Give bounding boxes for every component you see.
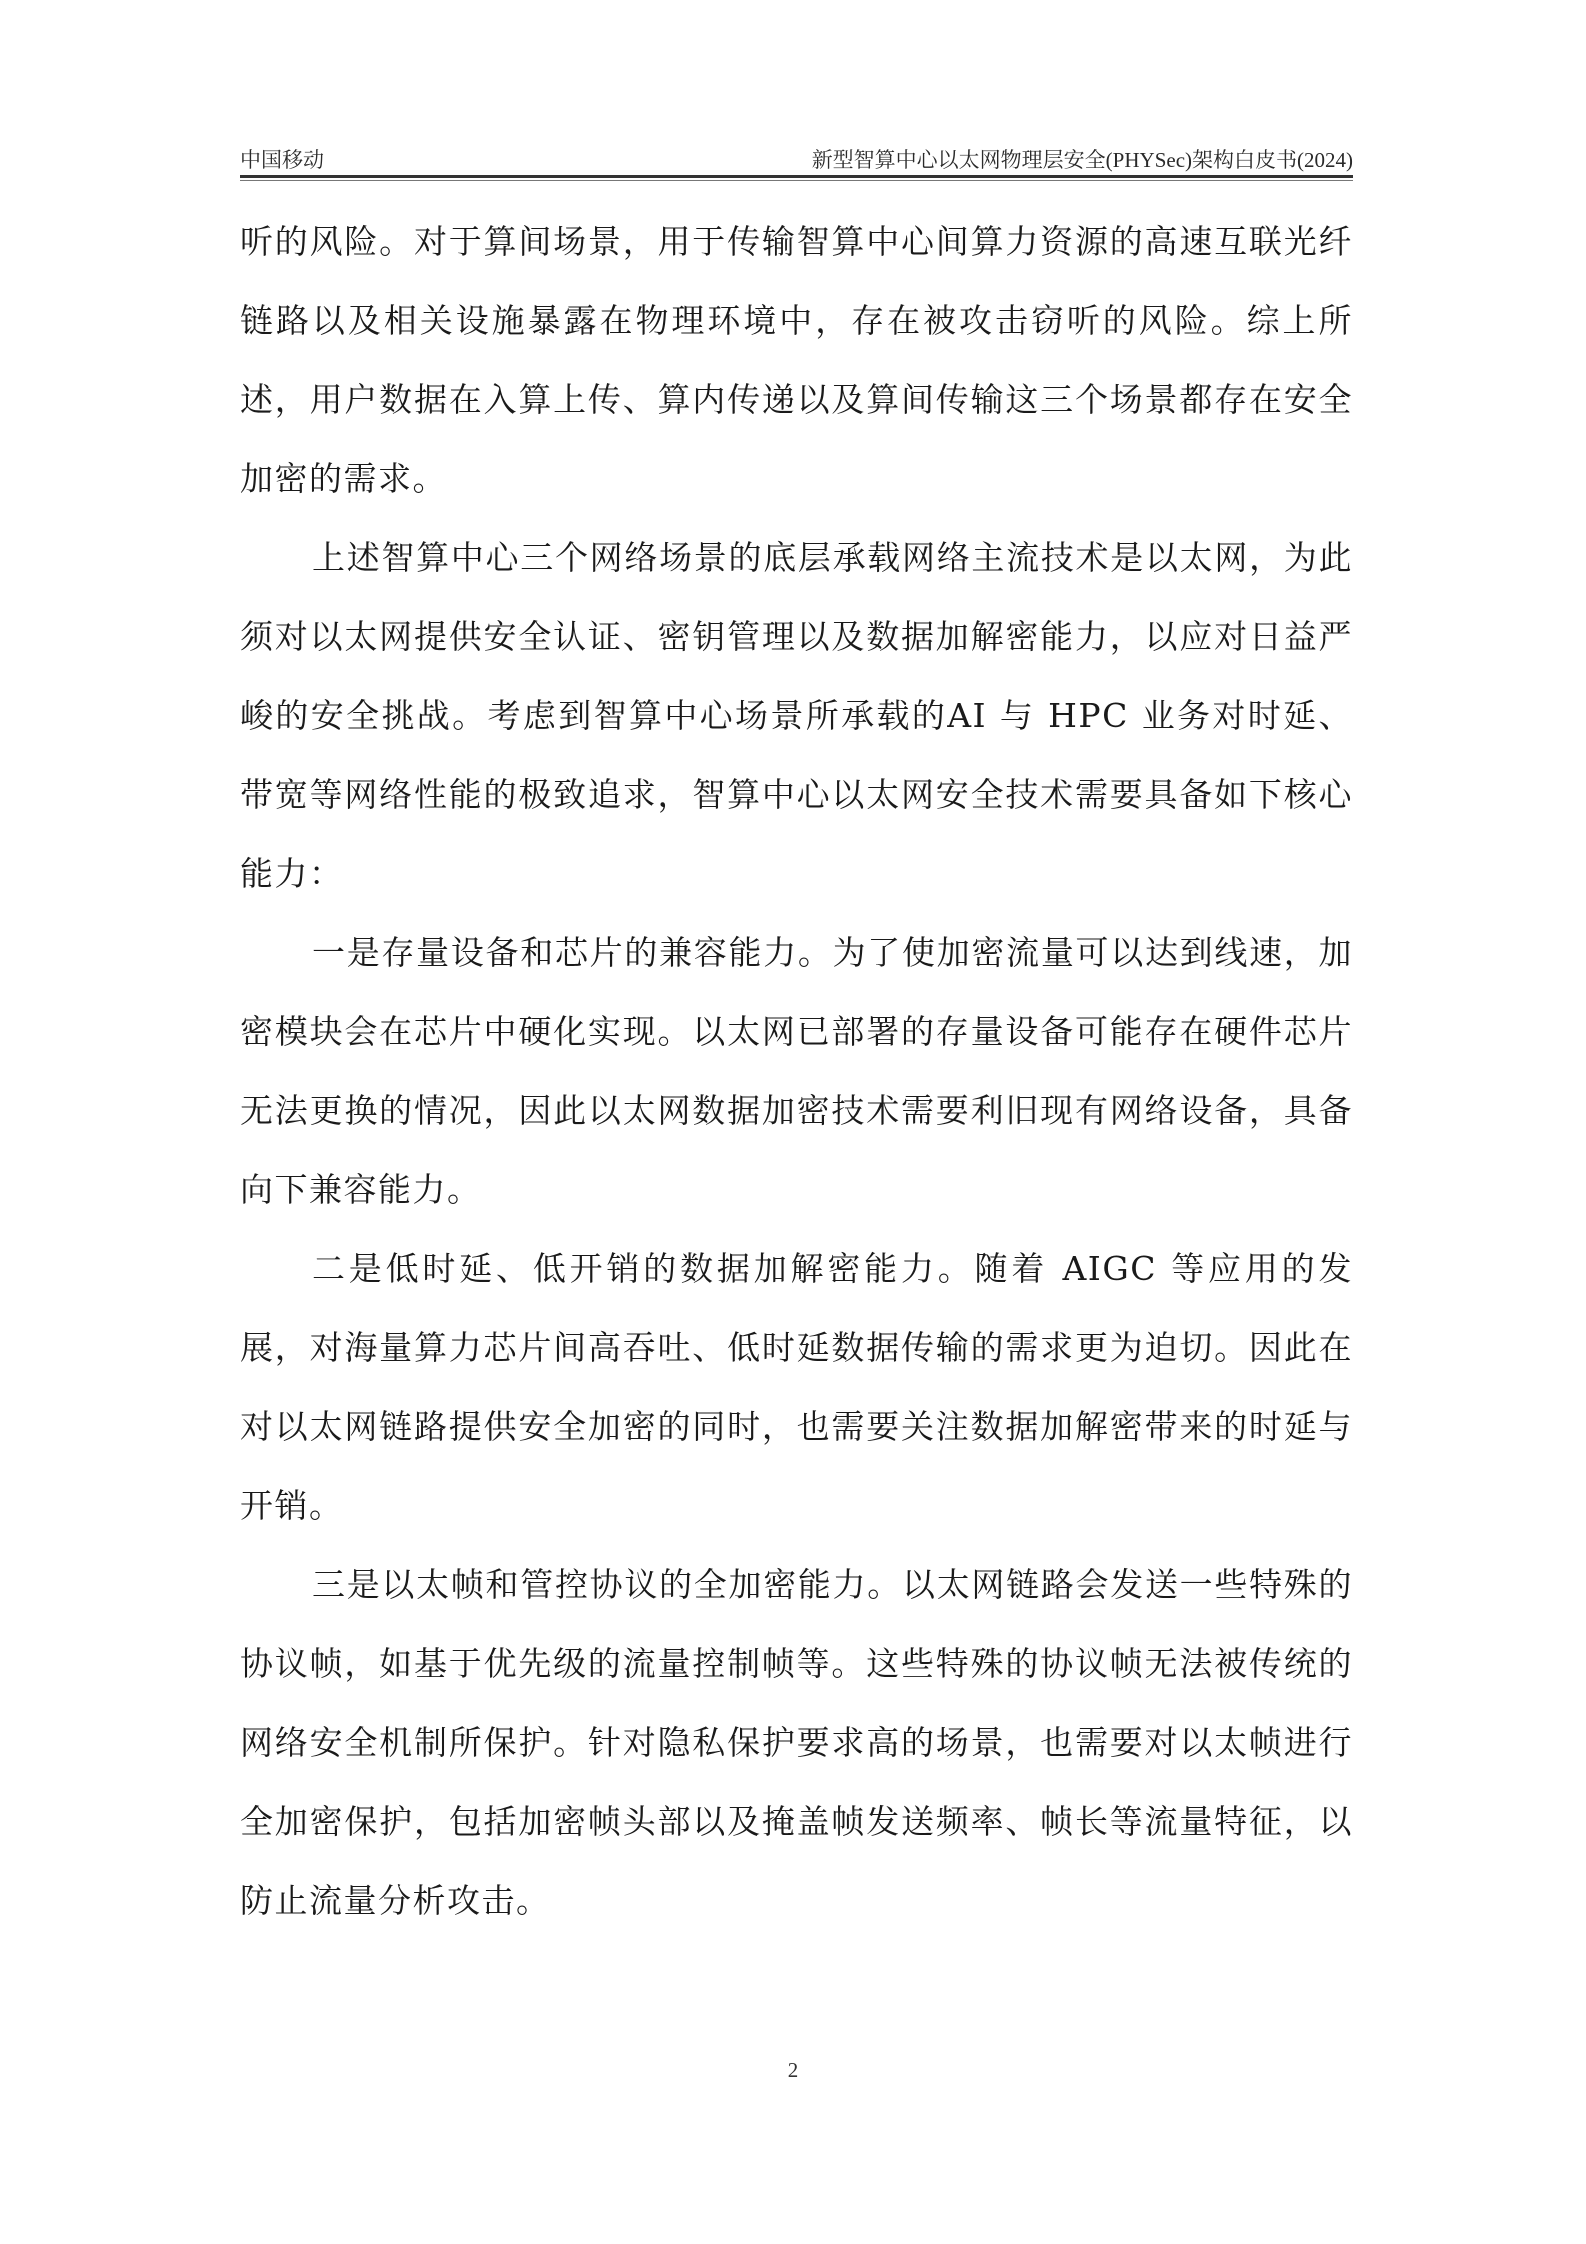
paragraph-capability-compatibility: 一是存量设备和芯片的兼容能力。为了使加密流量可以达到线速，加密模块会在芯片中硬化实现。以太网已部署的存量设备可能存在硬件芯片无法更换的情况，因此以太网数据加密技术需要利旧现有网络设备，具备向下兼容能力。 <box>240 933 1353 1209</box>
paragraph-capability-low-latency: 二是低时延、低开销的数据加解密能力。随着 AIGC 等应用的发展，对海量算力芯片间高吞吐、低时延数据传输的需求更为迫切。因此在对以太网链路提供安全加密的同时，也需要关注数据加解密带来的时延与开销。 <box>240 1249 1353 1525</box>
page-number: 2 <box>787 2058 799 2082</box>
paragraph-capability-full-encryption: 三是以太帧和管控协议的全加密能力。以太网链路会发送一些特殊的协议帧，如基于优先级的流量控制帧等。这些特殊的协议帧无法被传统的网络安全机制所保护。针对隐私保护要求高的场景，也需要对以太帧进行全加密保护，包括加密帧头部以及掩盖帧发送频率、帧长等流量特征，以防止流量分析攻击。 <box>240 1565 1353 1920</box>
header-rule-thick <box>240 175 1353 178</box>
header-document-title: 新型智算中心以太网物理层安全(PHYSec)架构白皮书(2024) <box>811 148 1353 172</box>
paragraph-continuation: 听的风险。对于算间场景，用于传输智算中心间算力资源的高速互联光纤链路以及相关设施暴露在物理环境中，存在被攻击窃听的风险。综上所述，用户数据在入算上传、算内传递以及算间传输这三个场景都存在安全加密的需求。 <box>240 222 1353 498</box>
paragraph-ethernet-requirements: 上述智算中心三个网络场景的底层承载网络主流技术是以太网，为此须对以太网提供安全认证、密钥管理以及数据加解密能力，以应对日益严峻的安全挑战。考虑到智算中心场景所承载的AI 与 HPC 业务对时延、带宽等网络性能的极致追求，智算中心以太网安全技术需要具备如下核心能力： <box>240 538 1353 893</box>
body-text <box>240 202 1353 1940</box>
header-organization: 中国移动 <box>240 148 324 172</box>
running-header <box>240 140 1353 174</box>
header-rule-thin <box>240 180 1353 181</box>
